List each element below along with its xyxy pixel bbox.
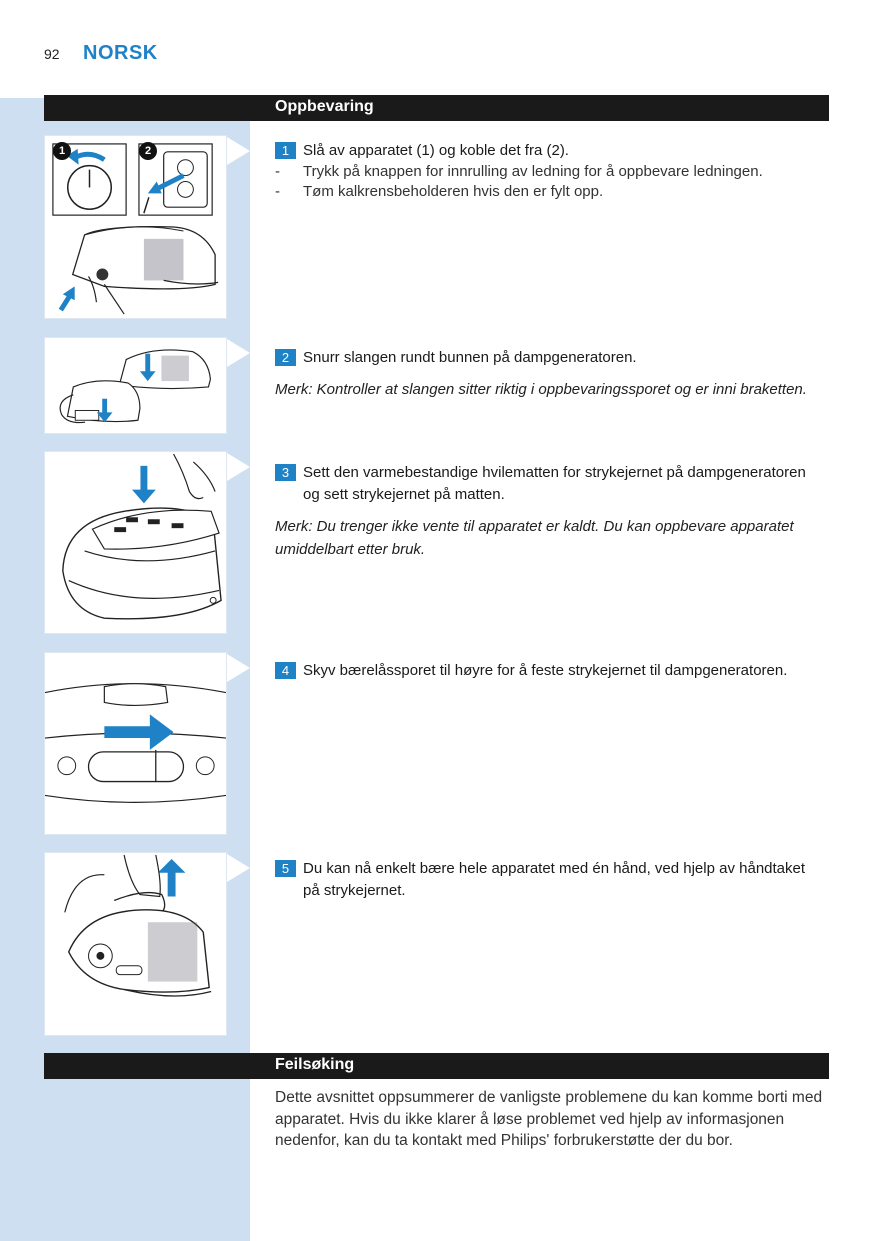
- figure-2-illustration: [45, 338, 226, 433]
- section-title-storage: Oppbevaring: [275, 98, 374, 115]
- step-text: Du kan nå enkelt bære hele apparatet med én hånd, ved hjelp av håndtaket på strykejernet.: [303, 860, 806, 899]
- section-bar-storage: [44, 95, 829, 121]
- step-2: [275, 347, 825, 401]
- step-number: 5: [275, 860, 296, 877]
- step-number: 1: [275, 142, 296, 159]
- step-text: Sett den varmebestandige hvilematten for strykejernet på dampgeneratoren og sett strykejernet på matten.: [303, 464, 806, 503]
- section-bar-troubleshooting: [44, 1053, 829, 1079]
- section-title-troubleshooting: Feilsøking: [275, 1056, 355, 1073]
- step-number: 4: [275, 662, 296, 679]
- step-1-line: [275, 140, 825, 162]
- figure-3-illustration: [45, 452, 226, 633]
- bullet-item: - Trykk på knappen for innrulling av ledning for å oppbevare ledningen.: [275, 163, 763, 180]
- figure-badge-2: 2: [139, 142, 157, 160]
- step-4: [275, 660, 825, 682]
- step-number: 2: [275, 349, 296, 366]
- figure-pointer: [227, 854, 250, 882]
- step-text: Slå av apparatet (1) og koble det fra (2).: [303, 142, 569, 159]
- figure-badge-1: 1: [53, 142, 71, 160]
- figure-pointer: [227, 137, 250, 165]
- figure-5-illustration: [45, 853, 226, 1035]
- figure-carry-appliance: [44, 852, 227, 1036]
- step-2-line: [275, 347, 825, 369]
- figure-switch-off-unplug: [44, 135, 227, 319]
- step-text: Snurr slangen rundt bunnen på dampgeneratoren.: [303, 349, 637, 366]
- step-note: Merk: Kontroller at slangen sitter riktig i oppbevaringssporet og er inni braketten.: [275, 381, 807, 398]
- step-note: Merk: Du trenger ikke vente til apparatet er kaldt. Du kan oppbevare apparatet umiddelbart etter bruk.: [275, 518, 794, 558]
- step-3: [275, 462, 825, 561]
- figure-pointer: [227, 654, 250, 682]
- troubleshooting-intro: Dette avsnittet oppsummerer de vanligste problemene du kan komme borti med apparatet. Hvis du ikke klarer å løse problemet ved hjelp av informasjonen nedenfor, kan du ta kontakt med Philips' forbrukerstøtte der du bor.: [275, 1089, 823, 1149]
- bullet-item: - Tøm kalkrensbeholderen hvis den er fylt opp.: [275, 183, 604, 200]
- step-3-line: [275, 462, 825, 506]
- step-4-line: [275, 660, 825, 682]
- step-5-line: [275, 858, 825, 902]
- figure-pointer: [227, 339, 250, 367]
- step-1: [275, 140, 825, 202]
- figure-wind-hose: [44, 337, 227, 434]
- figure-lock-slider: [44, 652, 227, 835]
- bullet-text: Trykk på knappen for innrulling av ledning for å oppbevare ledningen.: [303, 163, 763, 180]
- figure-1-illustration: [45, 136, 226, 318]
- step-text: Skyv bærelåssporet til høyre for å feste strykejernet til dampgeneratoren.: [303, 662, 788, 679]
- language-title: NORSK: [83, 42, 158, 64]
- figure-pointer: [227, 453, 250, 481]
- page-number: 92: [44, 46, 60, 62]
- bullet-text: Tøm kalkrensbeholderen hvis den er fylt opp.: [303, 183, 604, 200]
- figure-heat-mat: [44, 451, 227, 634]
- step-number: 3: [275, 464, 296, 481]
- step-5: [275, 858, 825, 902]
- figure-4-illustration: [45, 653, 226, 834]
